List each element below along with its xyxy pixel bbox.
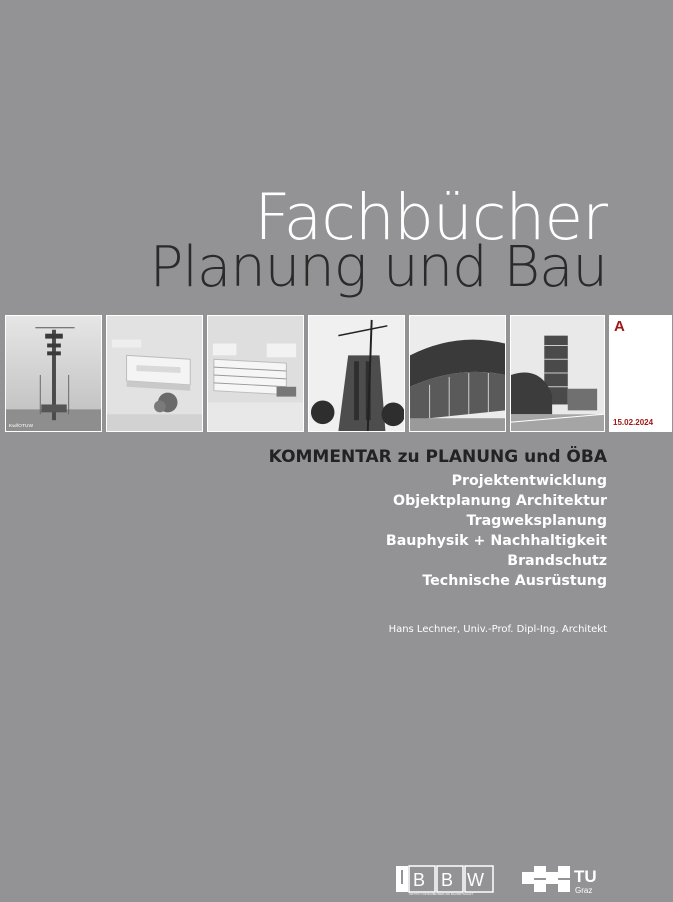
white-model-photo-1 xyxy=(106,315,203,432)
topic-item: Tragweksplanung xyxy=(466,513,607,529)
white-model-photo-2 xyxy=(207,315,304,432)
tu-graz-logo xyxy=(522,862,606,896)
topic-item: Objektplanung Architektur xyxy=(393,493,607,509)
crane-construction-photo xyxy=(308,315,405,432)
ibbw-logo xyxy=(396,864,494,896)
topic-item: Brandschutz xyxy=(507,553,607,569)
commentary-heading: KOMMENTAR zu PLANUNG und ÖBA xyxy=(268,447,607,467)
ibbw-subtitle: INSTITUT FÜR BAUBETRIEB UND BAUWIRTSCHAFT xyxy=(409,893,474,896)
tower-photo xyxy=(5,315,102,432)
edition-marker xyxy=(609,315,672,432)
tu-text: TU xyxy=(574,867,597,886)
ibbw-letter: B xyxy=(441,870,454,890)
topic-item: Technische Ausrüstung xyxy=(422,573,607,589)
edition-date: 15.02.2024 xyxy=(613,418,654,427)
title-line-1: Fachbücher xyxy=(254,181,607,254)
ibbw-letter: W xyxy=(467,870,484,890)
author-line: Hans Lechner, Univ.-Prof. Dipl-Ing. Architekt xyxy=(388,624,607,635)
four-cylinder-tower-photo xyxy=(510,315,605,432)
topic-item: Bauphysik + Nachhaltigkeit xyxy=(385,533,607,549)
commentary-block xyxy=(269,447,607,591)
edition-letter: A xyxy=(614,318,625,335)
curved-building-photo xyxy=(409,315,506,432)
ibbw-letter: B xyxy=(413,870,426,890)
tu-sub: Graz xyxy=(575,886,593,895)
photo-tag: Kw/lOTUW xyxy=(8,424,34,430)
topic-item: Projektentwicklung xyxy=(451,473,607,489)
title-line-2: Planung und Bau xyxy=(149,235,607,300)
